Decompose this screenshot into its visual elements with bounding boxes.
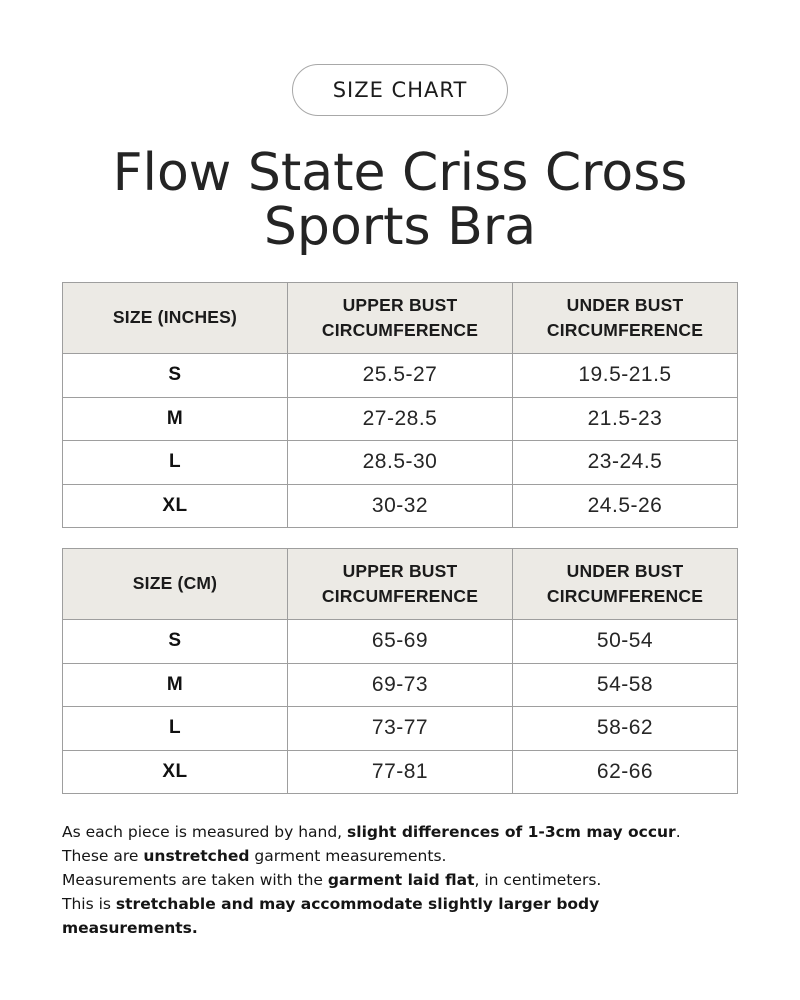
table-row [63, 441, 738, 485]
note-line [62, 868, 738, 892]
note-text: These are [62, 847, 144, 866]
size-table-cm [62, 548, 738, 794]
table-row [63, 484, 738, 528]
under-bust-cell: 23-24.5 [513, 441, 738, 485]
note-line [62, 820, 738, 844]
size-cell: L [63, 707, 288, 751]
table-header-row [63, 549, 738, 620]
upper-bust-cell: 27-28.5 [288, 397, 513, 441]
size-cell: XL [63, 750, 288, 794]
under-bust-cell: 21.5-23 [513, 397, 738, 441]
product-title: Flow State Criss Cross Sports Bra [112, 143, 688, 258]
col-header-under-bust: UNDER BUST CIRCUMFERENCE [513, 549, 738, 620]
upper-bust-cell: 77-81 [288, 750, 513, 794]
table-row [63, 620, 738, 664]
under-bust-cell: 58-62 [513, 707, 738, 751]
note-bold-text: garment laid flat [327, 871, 475, 890]
measurement-notes [62, 820, 738, 940]
note-text: As each piece is measured by hand, [62, 823, 348, 842]
table-row [63, 707, 738, 751]
note-bold-text: unstretched [143, 847, 250, 866]
table-row [63, 750, 738, 794]
under-bust-cell: 62-66 [513, 750, 738, 794]
note-text: . [675, 823, 681, 842]
upper-bust-cell: 65-69 [288, 620, 513, 664]
under-bust-cell: 19.5-21.5 [513, 354, 738, 398]
size-cell: XL [63, 484, 288, 528]
note-text: , in centimeters. [474, 871, 602, 890]
size-cell: S [63, 620, 288, 664]
note-line [62, 892, 738, 940]
under-bust-cell: 50-54 [513, 620, 738, 664]
table-row [63, 397, 738, 441]
note-text: Measurements are taken with the [62, 871, 328, 890]
upper-bust-cell: 30-32 [288, 484, 513, 528]
upper-bust-cell: 28.5-30 [288, 441, 513, 485]
under-bust-cell: 24.5-26 [513, 484, 738, 528]
col-header-under-bust: UNDER BUST CIRCUMFERENCE [513, 283, 738, 354]
upper-bust-cell: 69-73 [288, 663, 513, 707]
note-line [62, 844, 738, 868]
table-header-row [63, 283, 738, 354]
size-chart-badge: SIZE CHART [292, 64, 509, 116]
badge-container [0, 0, 800, 116]
size-cell: L [63, 441, 288, 485]
table-row [63, 663, 738, 707]
size-cell: M [63, 397, 288, 441]
note-text: garment measurements. [249, 847, 447, 866]
under-bust-cell: 54-58 [513, 663, 738, 707]
col-header-upper-bust: UPPER BUST CIRCUMFERENCE [288, 283, 513, 354]
upper-bust-cell: 25.5-27 [288, 354, 513, 398]
note-text: This is [62, 895, 116, 914]
col-header-size: SIZE (CM) [63, 549, 288, 620]
upper-bust-cell: 73-77 [288, 707, 513, 751]
col-header-size: SIZE (INCHES) [63, 283, 288, 354]
note-bold-text: slight differences of 1-3cm may occur [347, 823, 676, 842]
size-cell: M [63, 663, 288, 707]
size-cell: S [63, 354, 288, 398]
size-table-inches [62, 282, 738, 528]
col-header-upper-bust: UPPER BUST CIRCUMFERENCE [288, 549, 513, 620]
table-row [63, 354, 738, 398]
note-bold-text: stretchable and may accommodate slightly larger body measurements. [62, 895, 600, 938]
